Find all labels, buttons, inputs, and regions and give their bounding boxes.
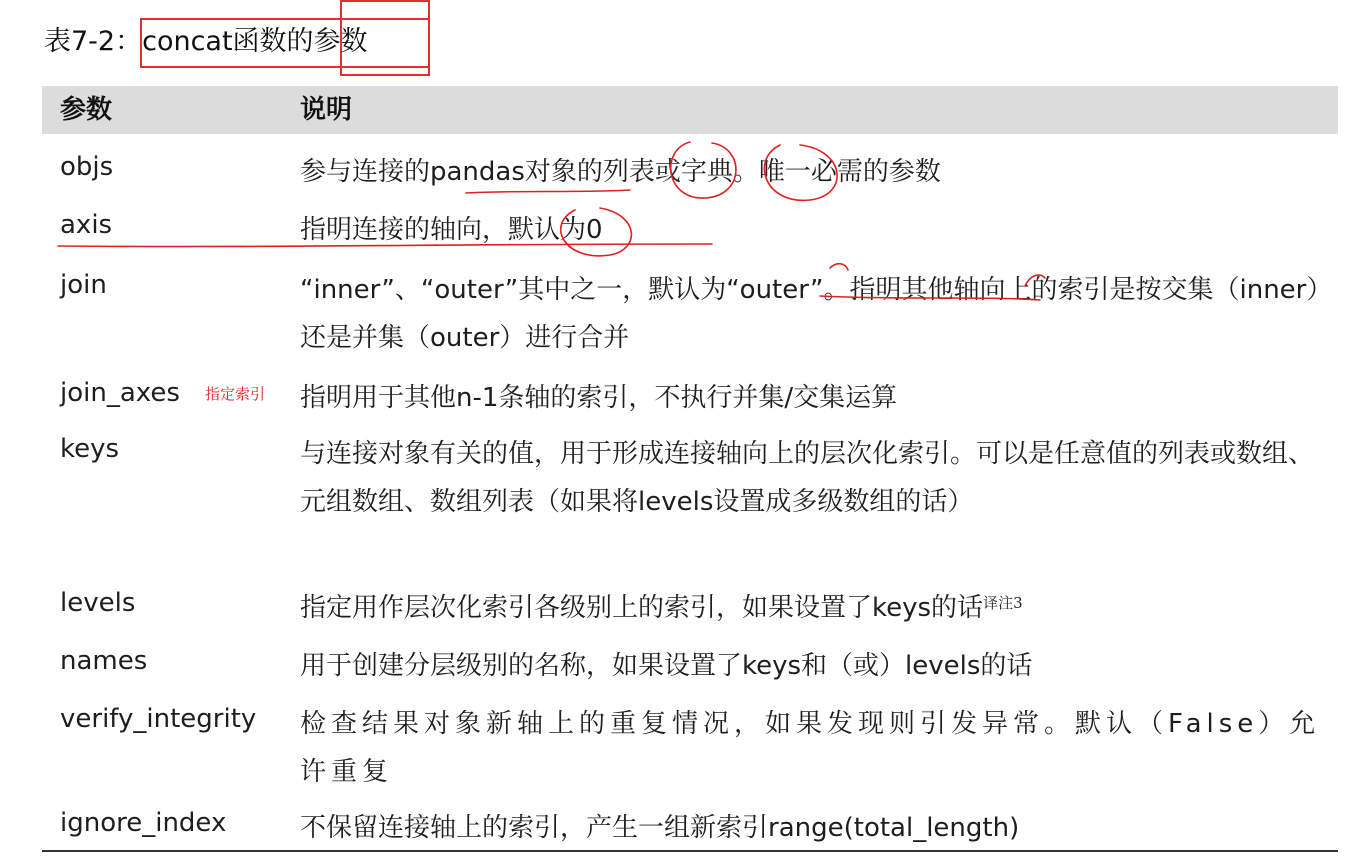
param-axis: axis bbox=[60, 210, 113, 240]
param-join: join bbox=[60, 270, 107, 300]
translator-note-mark: 译注3 bbox=[983, 594, 1023, 612]
handwritten-note-join-axes: 指定索引 bbox=[205, 385, 266, 403]
desc-ignore-index: 不保留连接轴上的索引，产生一组新索引range(total_length) bbox=[300, 813, 1020, 843]
param-ignore-index: ignore_index bbox=[60, 808, 227, 838]
desc-join: “inner”、“outer”其中之一，默认为“outer”。指明其他轴向上的索引是按交集（inner）还是并集（outer）进行合并 bbox=[300, 275, 1320, 353]
desc-objs: 参与连接的pandas对象的列表或字典。唯一必需的参数 bbox=[300, 157, 941, 187]
header-desc: 说明 bbox=[300, 95, 353, 125]
desc-join-axes: 指明用于其他n-1条轴的索引，不执行并集/交集运算 bbox=[300, 383, 898, 413]
desc-levels bbox=[300, 584, 1330, 635]
param-join-axes: join_axes bbox=[60, 378, 180, 408]
desc-names: 用于创建分层级别的名称，如果设置了keys和（或）levels的话 bbox=[300, 651, 1033, 681]
desc-axis: 指明连接的轴向，默认为0 bbox=[300, 215, 603, 245]
desc-keys: 与连接对象有关的值，用于形成连接轴向上的层次化索引。可以是任意值的列表或数组、元组数组、数组列表（如果将levels设置成多级数组的话） bbox=[300, 439, 1315, 517]
highlight-box-params bbox=[340, 0, 430, 76]
desc-verify-integrity: 检查结果对象新轴上的重复情况，如果发现则引发异常。默认（False）允许重复 bbox=[300, 709, 1321, 787]
param-names: names bbox=[60, 646, 148, 676]
table-bottom-rule bbox=[42, 850, 1338, 852]
header-param: 参数 bbox=[60, 95, 113, 125]
param-levels: levels bbox=[60, 588, 136, 618]
param-keys: keys bbox=[60, 434, 120, 464]
param-verify-integrity: verify_integrity bbox=[60, 704, 257, 734]
param-objs: objs bbox=[60, 152, 114, 182]
table-title: 表7-2：concat函数的参数 bbox=[44, 26, 368, 57]
table-header bbox=[42, 86, 1338, 134]
desc-levels-text: 指定用作层次化索引各级别上的索引，如果设置了keys的话 bbox=[300, 593, 984, 623]
